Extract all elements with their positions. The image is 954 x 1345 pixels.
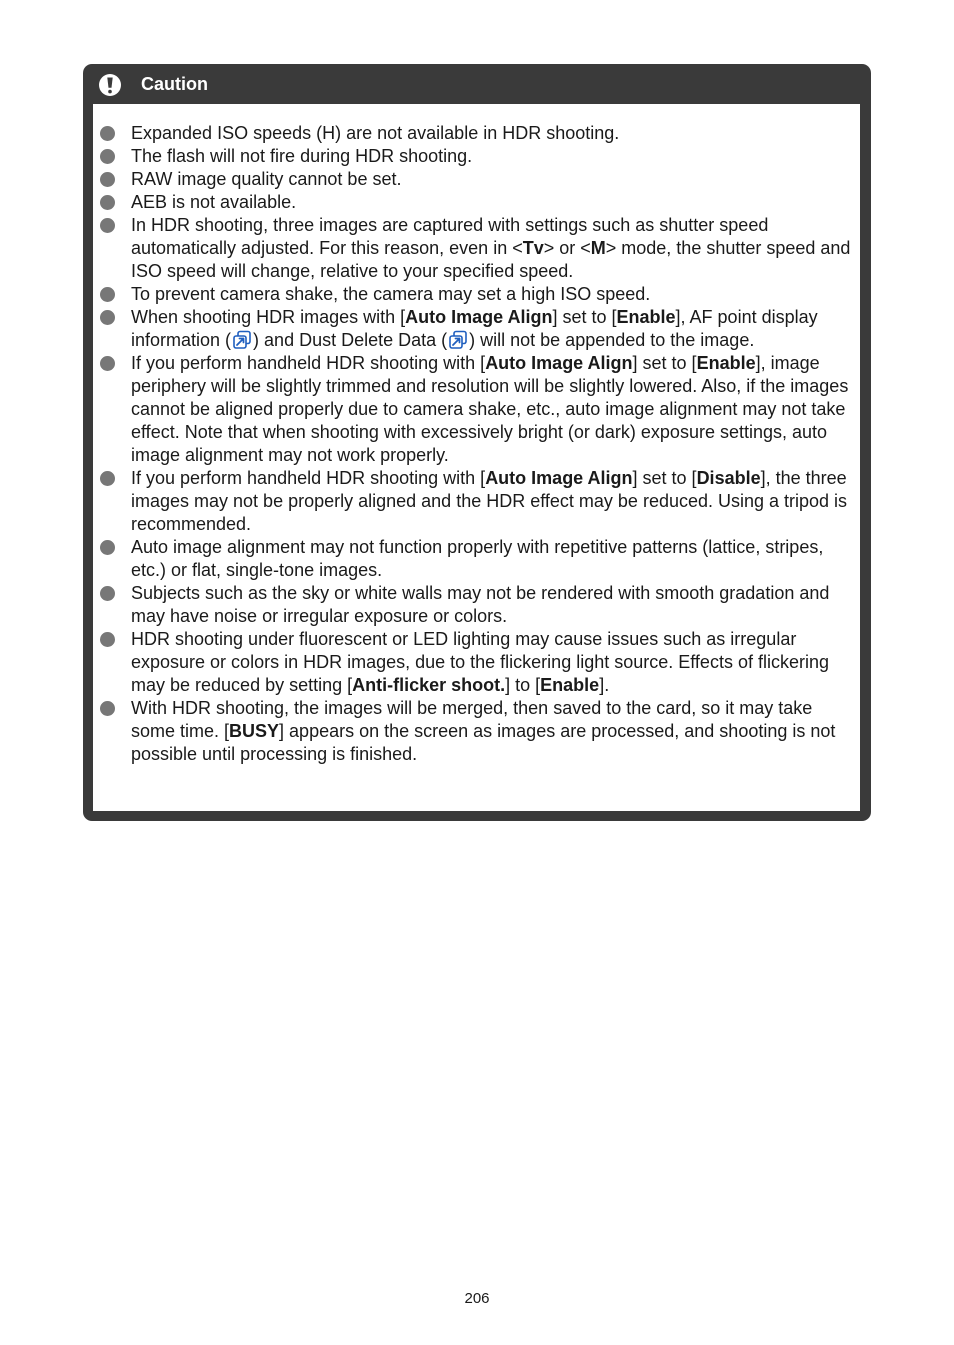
bold-term: Auto Image Align <box>485 353 633 373</box>
bold-term: Disable <box>696 468 761 488</box>
text-segment: With HDR shooting, the images will be merged, then saved to the card, so it may take some time. [ <box>131 698 813 741</box>
text-segment: ] set to [ <box>632 353 697 373</box>
text-segment: The flash will not fire during HDR shooting. <box>131 146 473 166</box>
list-item <box>93 214 860 283</box>
list-item <box>93 582 860 628</box>
list-item <box>93 536 860 582</box>
text-segment: Expanded ISO speeds (H) are not available in HDR shooting. <box>131 123 620 143</box>
page-link-icon[interactable] <box>232 330 252 350</box>
bullet-icon <box>100 149 115 164</box>
bullet-icon <box>100 701 115 716</box>
list-item <box>93 168 860 191</box>
text-segment: ) will not be appended to the image. <box>469 330 755 350</box>
text-segment: ) and Dust Delete Data ( <box>253 330 448 350</box>
caution-box <box>83 64 871 821</box>
bullet-icon <box>100 632 115 647</box>
text-segment: When shooting HDR images with [ <box>131 307 406 327</box>
text-segment: If you perform handheld HDR shooting with [ <box>131 468 486 488</box>
page-number: 206 <box>464 1290 490 1307</box>
text-segment: ] appears on the screen as images are processed, and shooting is not possible until processing is finished. <box>131 721 836 764</box>
bullet-icon <box>100 540 115 555</box>
list-item <box>93 628 860 697</box>
bold-term: M <box>590 238 606 258</box>
text-segment: Subjects such as the sky or white walls may not be rendered with smooth gradation and may have noise or irregular exposure or colors. <box>131 583 830 626</box>
text-segment: > mode, the shutter speed and ISO speed will change, relative to your specified speed. <box>131 238 851 281</box>
bullet-icon <box>100 218 115 233</box>
text-segment: > or < <box>543 238 591 258</box>
text-segment: ], AF point display information ( <box>131 307 818 350</box>
text-segment: HDR shooting under fluorescent or LED lighting may cause issues such as irregular exposure or colors in HDR images, due to the flickering light source. Effects of flickering may be reduced by setting [ <box>131 629 829 695</box>
list-item <box>93 306 860 352</box>
text-segment: If you perform handheld HDR shooting with [ <box>131 353 486 373</box>
text-segment: ] set to [ <box>632 468 697 488</box>
caution-list <box>93 122 860 766</box>
bullet-icon <box>100 471 115 486</box>
text-segment: ] to [ <box>505 675 541 695</box>
bullet-icon <box>100 356 115 371</box>
text-segment: ], image periphery will be slightly trimmed and resolution will be slightly lowered. Also, if the images cannot be aligned properly due to camera shake, etc., auto image alignment may not take effect. Note that when shooting with excessively bright (or dark) exposure settings, auto image alignment may not work properly. <box>131 353 849 465</box>
list-item <box>93 697 860 766</box>
text-segment: AEB is not available. <box>131 192 297 212</box>
text-segment: ], the three images may not be properly aligned and the HDR effect may be reduced. Using a tripod is recommended. <box>131 468 848 534</box>
text-segment: To prevent camera shake, the camera may set a high ISO speed. <box>131 284 651 304</box>
bullet-icon <box>100 287 115 302</box>
text-segment: ]. <box>599 675 610 695</box>
bullet-icon <box>100 172 115 187</box>
bold-term: BUSY <box>229 721 280 741</box>
bold-term: Enable <box>540 675 600 695</box>
bold-term: Enable <box>696 353 756 373</box>
page-link-icon[interactable] <box>448 330 468 350</box>
bold-term: Auto Image Align <box>405 307 553 327</box>
bullet-icon <box>100 310 115 325</box>
bold-term: Tv <box>522 238 544 258</box>
text-segment: Auto image alignment may not function properly with repetitive patterns (lattice, stripes, etc.) or flat, single-tone images. <box>131 537 824 580</box>
list-item <box>93 145 860 168</box>
bold-term: Anti-flicker shoot. <box>352 675 506 695</box>
text-segment: In HDR shooting, three images are captured with settings such as shutter speed automatically adjusted. For this reason, even in < <box>131 215 769 258</box>
bold-term: Enable <box>616 307 676 327</box>
exclamation-icon <box>98 73 122 97</box>
list-item <box>93 122 860 145</box>
text-segment: ] set to [ <box>552 307 617 327</box>
bullet-icon <box>100 195 115 210</box>
list-item <box>93 352 860 467</box>
text-segment: RAW image quality cannot be set. <box>131 169 402 189</box>
bullet-icon <box>100 126 115 141</box>
list-item <box>93 191 860 214</box>
caution-header <box>83 64 871 104</box>
list-item <box>93 467 860 536</box>
list-item <box>93 283 860 306</box>
bold-term: Auto Image Align <box>485 468 633 488</box>
bullet-icon <box>100 586 115 601</box>
caution-body <box>93 104 860 811</box>
caution-title: Caution <box>141 74 208 94</box>
